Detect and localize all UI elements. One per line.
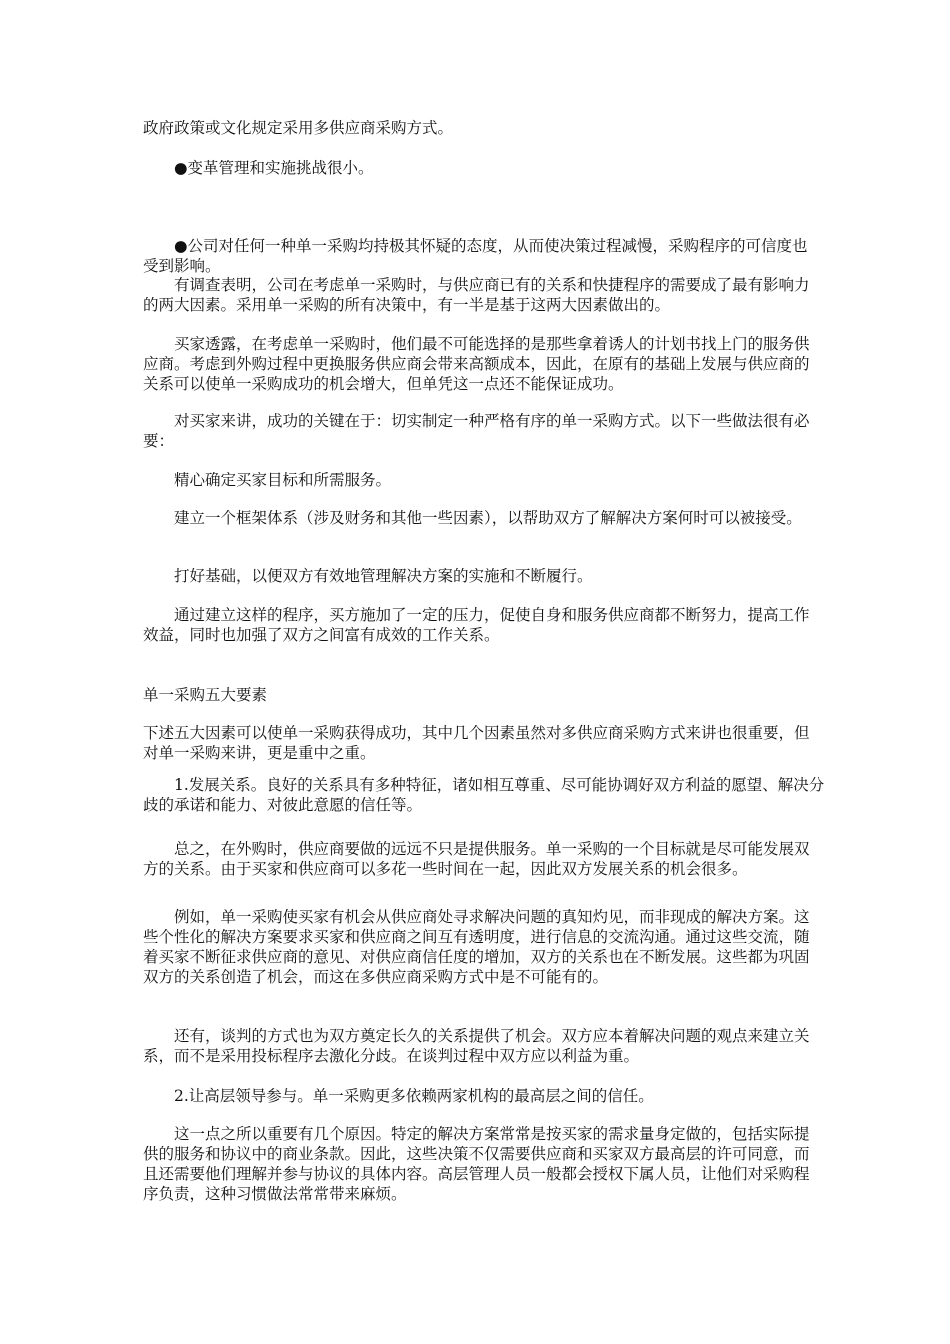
paragraph-example: 例如，单一采购使买家有机会从供应商处寻求解决问题的真知灼见，而非现成的解决方案。这些个性化的解决方案要求买家和供应商之间互有透明度，进行信息的交流沟通。通过这些交流，随着买家不断征求供应商的意见、对供应商信任度的增加，双方的关系也在不断发展。这些都为巩固双方的关系创造了机会，而这在多供应商采购方式中是不可能有的。: [143, 908, 810, 986]
paragraph-in-summary: 总之，在外购时，供应商要做的远远不只是提供服务。单一采购的一个目标就是尽可能发展双方的关系。由于买家和供应商可以多花一些时间在一起，因此双方发展关系的机会很多。: [143, 840, 810, 878]
paragraph-procedure: 通过建立这样的程序，买方施加了一定的压力，促使自身和服务供应商都不断努力，提高工作效益，同时也加强了双方之间富有成效的工作关系。: [143, 606, 810, 644]
paragraph-five-factors: 下述五大因素可以使单一采购获得成功，其中几个因素虽然对多供应商采购方式来讲也很重要，但对单一采购来讲，更是重中之重。: [143, 724, 810, 762]
paragraph-factor-2: 2.让高层领导参与。单一采购更多依赖两家机构的最高层之间的信任。: [174, 1087, 654, 1105]
paragraph-define-goals: 精心确定买家目标和所需服务。: [174, 471, 392, 489]
paragraph-foundation: 打好基础，以便双方有效地管理解决方案的实施和不断履行。: [174, 567, 593, 585]
paragraph-negotiation: 还有，谈判的方式也为双方奠定长久的关系提供了机会。双方应本着解决问题的观点来建立关系，而不是采用投标程序去激化分歧。在谈判过程中双方应以利益为重。: [143, 1027, 810, 1065]
paragraph-factor-1: 1.发展关系。良好的关系具有多种特征，诸如相互尊重、尽可能协调好双方利益的愿望、解决分歧的承诺和能力、对彼此意愿的信任等。: [143, 776, 825, 814]
paragraph-buyers-reveal: 买家透露，在考虑单一采购时，他们最不可能选择的是那些拿着诱人的计划书找上门的服务供应商。考虑到外购过程中更换服务供应商会带来高额成本，因此，在原有的基础上发展与供应商的关系可以使单一采购成功的机会增大，但单凭这一点还不能保证成功。: [143, 335, 810, 393]
paragraph-survey: 有调查表明，公司在考虑单一采购时，与供应商已有的关系和快捷程序的需要成了最有影响力的两大因素。采用单一采购的所有决策中，有一半是基于这两大因素做出的。: [143, 276, 810, 314]
paragraph-reasons: 这一点之所以重要有几个原因。特定的解决方案常常是按买家的需求量身定做的，包括实际提供的服务和协议中的商业条款。因此，这些决策不仅需要供应商和买家双方最高层的许可同意，而且还需要他们理解并参与协议的具体内容。高层管理人员一般都会授权下属人员，让他们对采购程序负责，这种习惯做法常常带来麻烦。: [143, 1125, 810, 1203]
bullet-change-management: ●变革管理和实施挑战很小。: [174, 159, 374, 177]
section-heading: 单一采购五大要素: [143, 686, 268, 704]
paragraph-framework: 建立一个框架体系（涉及财务和其他一些因素），以帮助双方了解解决方案何时可以被接受。: [174, 509, 802, 527]
paragraph-policy: 政府政策或文化规定采用多供应商采购方式。: [143, 119, 454, 137]
bullet-skepticism: ●公司对任何一种单一采购均持极其怀疑的态度，从而使决策过程减慢，采购程序的可信度也受到影响。: [143, 237, 808, 275]
paragraph-key-to-success: 对买家来讲，成功的关键在于：切实制定一种严格有序的单一采购方式。以下一些做法很有必要：: [143, 412, 810, 450]
